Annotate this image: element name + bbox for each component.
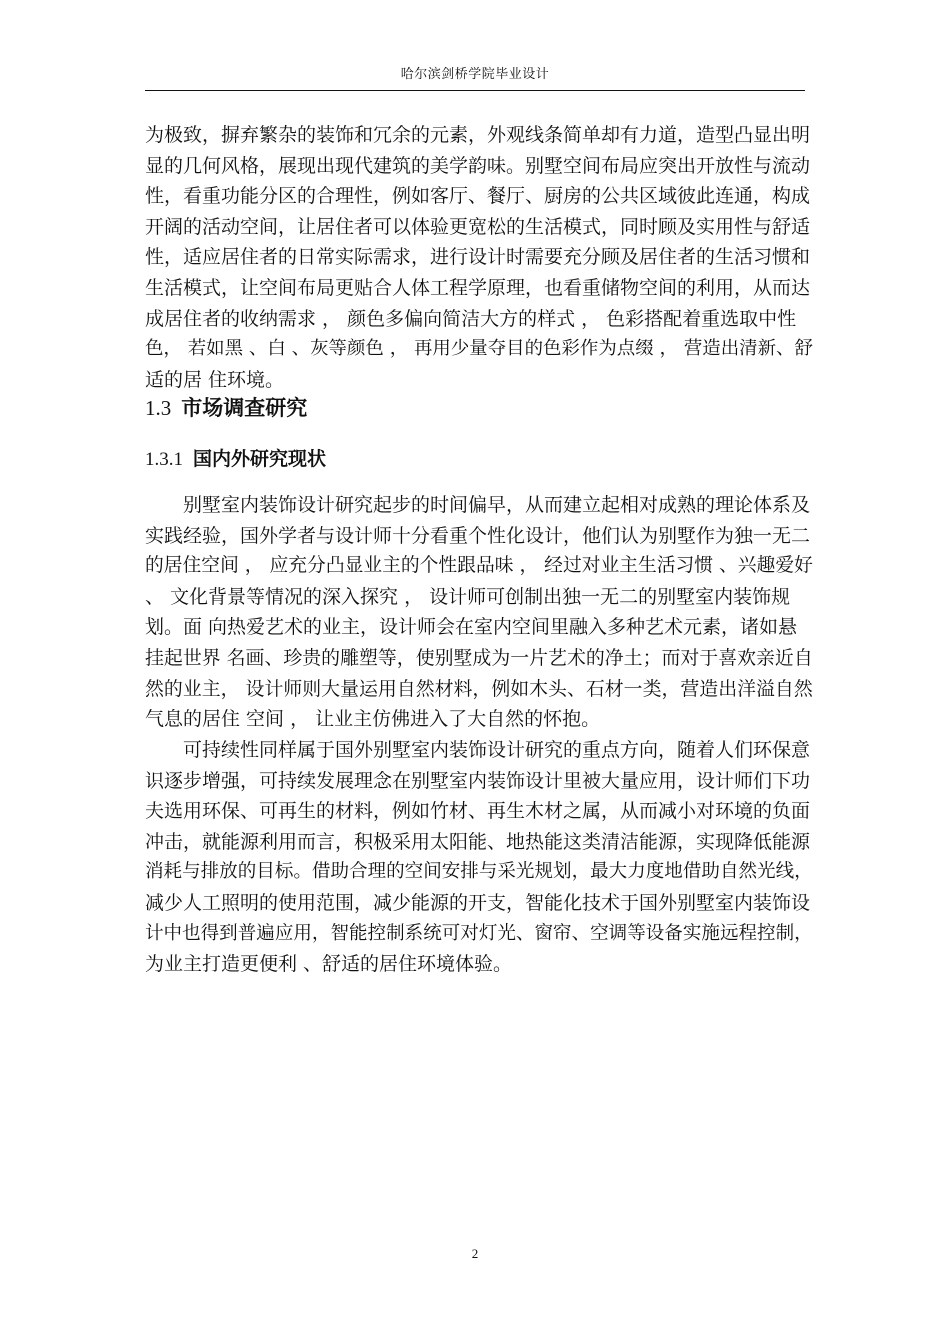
subsection-title: 国内外研究现状 bbox=[193, 448, 327, 470]
text-line: 性，适应居住者的日常实际需求，进行设计时需要充分顾及居住者的生活习惯和 bbox=[145, 246, 811, 269]
header-title: 哈尔滨剑桥学院毕业设计 bbox=[400, 67, 550, 82]
text-line: 显的几何风格，展现出现代建筑的美学韵味。别墅空间布局应突出开放性与流动 bbox=[145, 154, 811, 177]
text-line: 生活模式，让空间布局更贴合人体工程学原理，也看重储物空间的利用，从而达 bbox=[145, 276, 811, 299]
text-line: 气息的居住 空间 ， 让业主仿佛进入了大自然的怀抱。 bbox=[145, 708, 601, 731]
page-number: 2 bbox=[471, 1246, 479, 1261]
text-line: 夫选用环保、可再生的材料，例如竹材、再生木材之属，从而减小对环境的负面 bbox=[145, 800, 811, 823]
text-line: 、 文化背景等情况的深入探究 ， 设计师可创制出独一无二的别墅室内装饰规 bbox=[145, 585, 791, 608]
text-line: 适的居 住环境。 bbox=[145, 368, 285, 391]
text-line: 消耗与排放的目标。借助合理的空间安排与采光规划，最大力度地借助自然光线， bbox=[145, 861, 813, 883]
sustainability-paragraph bbox=[145, 735, 813, 980]
text-line: 减少人工照明的使用范围，减少能源的开支，智能化技术于国外别墅室内装饰设 bbox=[145, 891, 811, 914]
text-line: 计中也得到普遍应用，智能控制系统可对灯光、窗帘、空调等设备实施远程控制， bbox=[145, 922, 813, 944]
text-line: 划。面 向热爱艺术的业主，设计师会在室内空间里融入多种艺术元素，诸如悬 bbox=[145, 616, 798, 639]
text-line: 成居住者的收纳需求 ， 颜色多偏向简洁大方的样式 ， 色彩搭配着重选取中性 bbox=[145, 307, 797, 330]
text-line: 的居住空间 ， 应充分凸显业主的个性跟品味 ， 经过对业主生活习惯 、兴趣爱好 bbox=[145, 555, 813, 577]
text-line: 为业主打造更便利 、舒适的居住环境体验。 bbox=[145, 953, 513, 976]
section-number: 1.3 bbox=[145, 396, 172, 420]
subsection-number: 1.3.1 bbox=[145, 449, 183, 470]
text-line: 然的业主， 设计师则大量运用自然材料，例如木头、石材一类，营造出洋溢自然 bbox=[145, 677, 813, 700]
section-title: 市场调查研究 bbox=[181, 396, 308, 420]
text-line: 别墅室内装饰设计研究起步的时间偏早，从而建立起相对成熟的理论体系及 bbox=[183, 494, 811, 516]
text-line: 冲击，就能源利用而言，积极采用太阳能、地热能这类清洁能源，实现降低能源 bbox=[145, 830, 811, 853]
text-line: 色， 若如黑 、白 、灰等颜色 ， 再用少量夺目的色彩作为点缀 ， 营造出清新、舒 bbox=[145, 338, 813, 360]
text-line: 为极致，摒弃繁杂的装饰和冗余的元素，外观线条简单却有力道，造型凸显出明 bbox=[145, 124, 811, 146]
intro-paragraph bbox=[145, 120, 813, 395]
text-line: 开阔的活动空间，让居住者可以体验更宽松的生活模式，同时顾及实用性与舒适 bbox=[145, 215, 811, 238]
text-line: 可持续性同样属于国外别墅室内装饰设计研究的重点方向，随着人们环保意 bbox=[183, 739, 811, 761]
text-line: 实践经验，国外学者与设计师十分看重个性化设计，他们认为别墅作为独一无二 bbox=[145, 524, 811, 547]
research-paragraph bbox=[145, 490, 813, 735]
text-line: 识逐步增强，可持续发展理念在别墅室内装饰设计里被大量应用，设计师们下功 bbox=[145, 769, 811, 792]
section-heading bbox=[145, 393, 307, 423]
text-line: 性，看重功能分区的合理性，例如客厅、餐厅、厨房的公共区域彼此连通，构成 bbox=[145, 185, 811, 208]
page-header bbox=[145, 64, 805, 91]
subsection-heading bbox=[145, 445, 326, 474]
text-line: 挂起世界 名画、珍贵的雕塑等，使别墅成为一片艺术的净土；而对于喜欢亲近自 bbox=[145, 646, 813, 669]
